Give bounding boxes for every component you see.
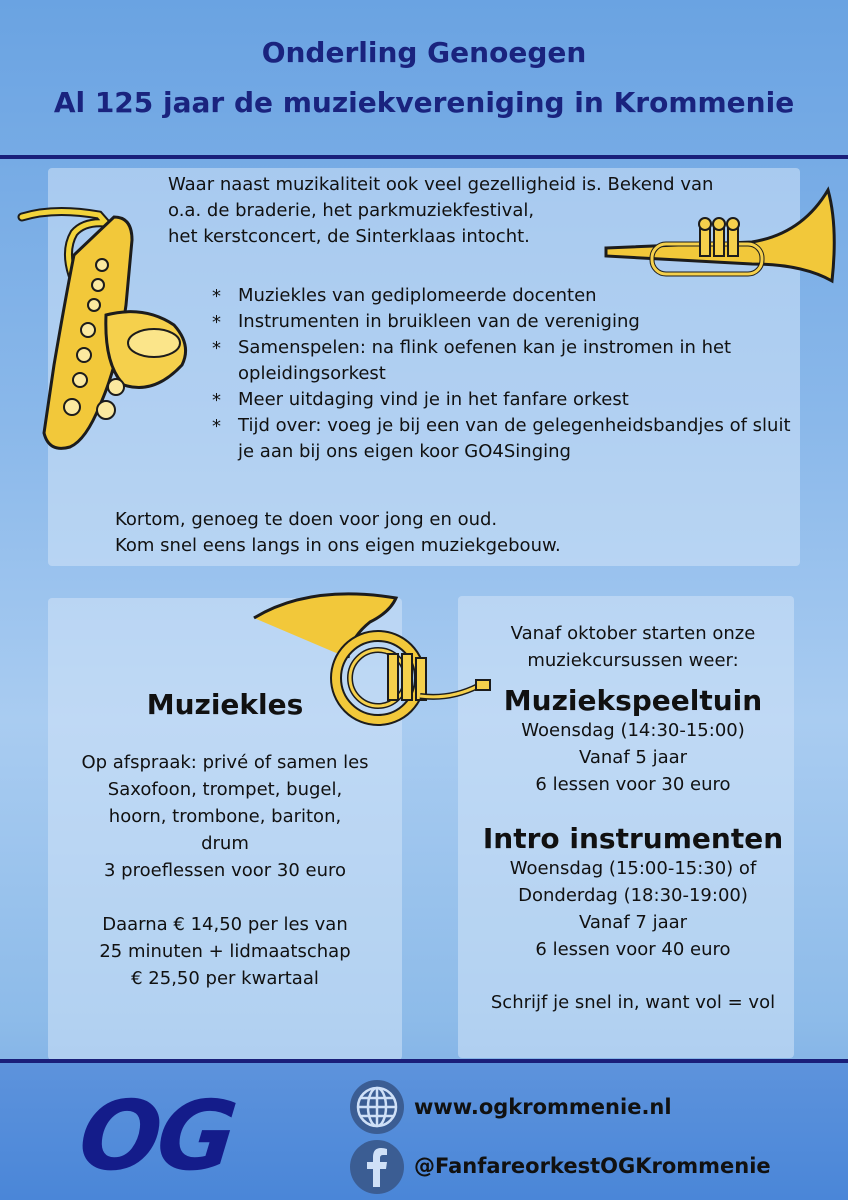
muziekles-line: drum bbox=[201, 833, 249, 854]
outro-line: Kom snel eens langs in ons eigen muziekgebouw. bbox=[115, 535, 561, 556]
outro-line: Kortom, genoeg te doen voor jong en oud. bbox=[115, 509, 498, 530]
muziekles-line: Daarna € 14,50 per les van bbox=[102, 914, 348, 935]
muziekles-line: 25 minuten + lidmaatschap bbox=[99, 941, 351, 962]
cursussen-content bbox=[458, 620, 808, 1016]
facebook-icon bbox=[350, 1140, 404, 1194]
muziekles-content bbox=[48, 688, 402, 992]
speeltuin-line: Vanaf 5 jaar bbox=[578, 747, 688, 768]
og-logo: OG bbox=[74, 1080, 239, 1192]
intro-line: het kerstconcert, de Sinterklaas intocht. bbox=[168, 226, 530, 247]
closing-text: Schrijf je snel in, want vol = vol bbox=[490, 992, 776, 1013]
intro-instrumenten-line: Vanaf 7 jaar bbox=[578, 912, 688, 933]
intro-instrumenten-line: Woensdag (15:00-15:30) of bbox=[509, 858, 757, 879]
cursussen-intro-line: muziekcursussen weer: bbox=[527, 650, 739, 671]
muziekles-line: hoorn, trombone, bariton, bbox=[108, 806, 342, 827]
muziekles-line: Op afspraak: privé of samen les bbox=[81, 752, 369, 773]
cursussen-intro-line: Vanaf oktober starten onze bbox=[510, 623, 756, 644]
intro-instrumenten-line: 6 lessen voor 40 euro bbox=[535, 939, 731, 960]
list-item: * Samenspelen: na flink oefenen kan je instromen in het opleidingsorkest bbox=[212, 335, 812, 387]
intro-text bbox=[168, 172, 808, 250]
speeltuin-heading: Muziekspeeltuin bbox=[503, 684, 763, 717]
speeltuin-line: Woensdag (14:30-15:00) bbox=[521, 720, 745, 741]
muziekles-heading: Muziekles bbox=[146, 688, 304, 721]
muziekles-line: € 25,50 per kwartaal bbox=[131, 968, 319, 989]
list-item: * Meer uitdaging vind je in het fanfare orkest bbox=[212, 387, 812, 413]
saxophone-illustration bbox=[14, 195, 194, 470]
outro-text bbox=[115, 507, 765, 559]
facebook-link[interactable]: @FanfareorkestOGKrommenie bbox=[414, 1154, 771, 1178]
page-title: Onderling Genoegen bbox=[261, 36, 587, 69]
features-list bbox=[212, 283, 812, 465]
header-divider bbox=[0, 155, 848, 159]
muziekles-line: 3 proeflessen voor 30 euro bbox=[104, 860, 346, 881]
intro-instrumenten-heading: Intro instrumenten bbox=[482, 822, 784, 855]
list-item: * Tijd over: voeg je bij een van de gelegenheidsbandjes of sluit je aan bij ons eigen koor GO4Singing bbox=[212, 413, 812, 465]
spacer bbox=[48, 884, 402, 911]
list-item: * Instrumenten in bruikleen van de vereniging bbox=[212, 309, 812, 335]
muziekles-line: Saxofoon, trompet, bugel, bbox=[107, 779, 343, 800]
intro-line: o.a. de braderie, het parkmuziekfestival, bbox=[168, 200, 535, 221]
intro-line: Waar naast muzikaliteit ook veel gezelligheid is. Bekend van bbox=[168, 174, 714, 195]
intro-instrumenten-line: Donderdag (18:30-19:00) bbox=[518, 885, 748, 906]
speeltuin-line: 6 lessen voor 30 euro bbox=[535, 774, 731, 795]
website-link[interactable]: www.ogkrommenie.nl bbox=[414, 1095, 672, 1119]
globe-icon bbox=[350, 1080, 404, 1134]
page-subtitle: Al 125 jaar de muziekvereniging in Krommenie bbox=[53, 86, 795, 119]
list-item: * Muziekles van gediplomeerde docenten bbox=[212, 283, 812, 309]
